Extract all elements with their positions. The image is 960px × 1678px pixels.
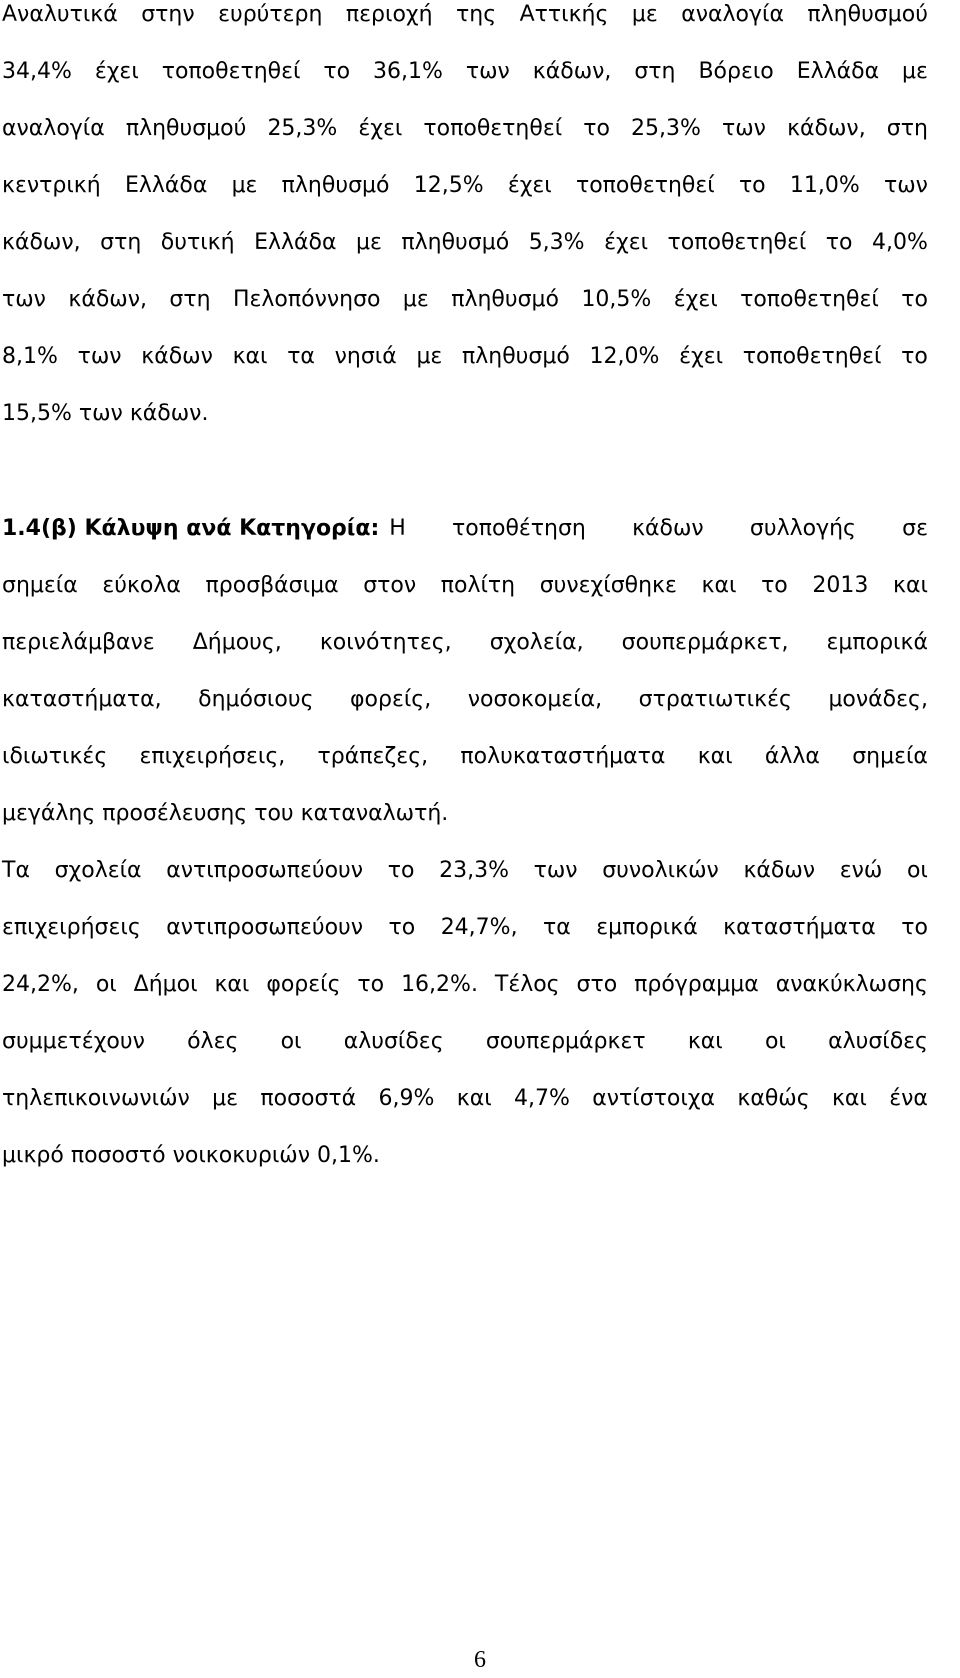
text-line [2,742,928,772]
section-heading: 1.4(β) Κάλυψη ανά Κατηγορία: [2,516,380,541]
word: κοινότητες, [319,630,452,655]
word: το [901,915,928,940]
word: καθώς [737,1086,810,1111]
word: μονάδες, [828,687,928,712]
word: επιχειρήσεις [2,915,141,940]
section-line-rest [389,514,928,544]
word: καταστήματα [723,915,876,940]
word: άλλα [764,744,820,769]
word: αναλογία [681,2,784,27]
text-line [389,514,928,544]
word: Τα [2,858,30,883]
word: Δήμοι [133,972,198,997]
word: έχει [358,116,403,141]
text-line [2,571,928,601]
word: έχει [507,173,552,198]
word: ευρύτερη [218,2,323,27]
word: με [212,1086,239,1111]
word: περιοχή [345,2,433,27]
word: 34,4% [2,59,72,84]
word: στο [576,972,618,997]
word: Η [389,516,406,541]
word: των [533,858,578,883]
word: ανακύκλωσης [775,972,928,997]
word: με [402,287,429,312]
word: Ελλάδα [796,59,880,84]
word: κάδων, [68,287,148,312]
word: κάδων [632,516,704,541]
word: 2013 [812,573,869,598]
word: στον [363,573,417,598]
word: αντίστοιχα [592,1086,716,1111]
word: 11,0% [789,173,860,198]
word: των [465,59,510,84]
word: εμπορικά [596,915,698,940]
word: πολυκαταστήματα [460,744,666,769]
word: το [388,915,416,940]
word: ποσοστά [260,1086,357,1111]
word: 23,3% [439,858,509,883]
text-line [2,1027,928,1057]
word: τα [543,915,571,940]
word: έχει [679,344,724,369]
word: 10,5% [581,287,652,312]
word: κάδων, [2,230,81,255]
word: δυτική [160,230,235,255]
word: και [232,344,268,369]
word: και [701,573,737,598]
word: οι [906,858,928,883]
word: και [831,1086,867,1111]
word: κάδων [141,344,213,369]
word: των [77,344,122,369]
word: κάδων [743,858,816,883]
word: πληθυσμό [451,287,560,312]
word: καταστήματα, [2,687,162,712]
word: και [697,744,733,769]
word: στη [886,116,928,141]
word: των [722,116,766,141]
word: εύκολα [102,573,181,598]
word: οι [280,1029,302,1054]
word: σουπερμάρκετ [485,1029,646,1054]
text-line [2,114,928,144]
word: στρατιωτικές [638,687,792,712]
word: Πελοπόννησο [232,287,381,312]
text-line [2,913,928,943]
word: σε [902,516,928,541]
word: 4,7% [514,1086,570,1111]
word: συμμετέχουν [2,1029,145,1054]
text-line [2,970,928,1000]
word: Δήμους, [192,630,282,655]
word: τοποθετηθεί [742,344,882,369]
section-first-line [2,514,928,544]
text-line [2,0,928,30]
word: και [214,972,250,997]
word: με [416,344,443,369]
word: έχει [94,59,139,84]
word: 24,2%, [2,972,79,997]
word: τοποθετηθεί [667,230,807,255]
word: στη [634,59,676,84]
word: των [883,173,928,198]
word: Ελλάδα [124,173,208,198]
word: τοποθετηθεί [575,173,715,198]
word: περιελάμβανε [2,630,155,655]
word: στη [100,230,142,255]
word: πολίτη [440,573,516,598]
word: φορείς [266,972,341,997]
word: τοποθετηθεί [423,116,563,141]
word: 12,5% [413,173,484,198]
word: επιχειρήσεις, [139,744,286,769]
word: πληθυσμού [807,2,928,27]
word: ένα [889,1086,928,1111]
text-line [2,171,928,201]
text-line [2,1084,928,1114]
word: νησιά [334,344,397,369]
text-line [2,628,928,658]
word: πρόγραμμα [634,972,759,997]
word: το [825,230,853,255]
word: το [901,287,928,312]
text-line: μεγάλης προσέλευσης του καταναλωτή. [2,801,449,826]
word: 24,7%, [440,915,518,940]
word: έχει [673,287,718,312]
word: τοποθέτηση [452,516,586,541]
word: σημεία [2,573,78,598]
word: της [456,2,497,27]
word: συλλογής [749,516,856,541]
page-number: 6 [474,1647,486,1673]
word: 6,9% [378,1086,435,1111]
word: εμπορικά [826,630,928,655]
word: 5,3% [528,230,585,255]
word: ενώ [839,858,883,883]
word: 25,3% [267,116,338,141]
word: συνολικών [602,858,719,883]
word: αναλογία [2,116,105,141]
word: προσβάσιμα [205,573,339,598]
word: με [355,230,382,255]
word: αντιπροσωπεύουν [166,858,364,883]
word: πληθυσμό [281,173,390,198]
word: κεντρική [2,173,101,198]
word: τοποθετηθεί [161,59,301,84]
text-line [2,57,928,87]
word: κάδων, [532,59,612,84]
word: πληθυσμό [462,344,570,369]
word: 4,0% [872,230,928,255]
word: οι [764,1029,786,1054]
word: το [323,59,351,84]
word: το [761,573,788,598]
word: Βόρειο [698,59,774,84]
text-line [2,285,928,315]
text-line: 15,5% των κάδων. [2,401,209,426]
word: το [901,344,928,369]
word: και [687,1029,723,1054]
text-line [2,342,928,372]
word: συνεχίσθηκε [539,573,677,598]
word: το [387,858,415,883]
word: σημεία [852,744,928,769]
word: 16,2%. [401,972,478,997]
word: Αναλυτικά [2,2,118,27]
word: 8,1% [2,344,58,369]
word: σχολεία, [489,630,584,655]
word: 12,0% [589,344,660,369]
word: τηλεπικοινωνιών [2,1086,190,1111]
word: το [738,173,766,198]
word: Ελλάδα [254,230,337,255]
text-line: μικρό ποσοστό νοικοκυριών 0,1%. [2,1143,380,1168]
word: με [631,2,658,27]
word: στην [141,2,195,27]
word: 36,1% [373,59,443,84]
word: Αττικής [519,2,609,27]
word: το [357,972,385,997]
word: έχει [604,230,649,255]
word: πληθυσμό [401,230,510,255]
word: φορείς, [350,687,432,712]
word: και [456,1086,492,1111]
word: τράπεζες, [317,744,429,769]
word: νοσοκομεία, [467,687,603,712]
word: με [902,59,928,84]
text-line [2,856,928,886]
word: αλυσίδες [343,1029,444,1054]
word: αντιπροσωπεύουν [166,915,364,940]
word: Τέλος [494,972,560,997]
word: και [893,573,928,598]
word: 25,3% [631,116,701,141]
word: των [2,287,46,312]
word: πληθυσμού [125,116,247,141]
word: τα [287,344,315,369]
word: σουπερμάρκετ, [621,630,789,655]
word: δημόσιους [198,687,314,712]
word: σχολεία [54,858,142,883]
word: ιδιωτικές [2,744,108,769]
word: στη [169,287,211,312]
word: με [231,173,258,198]
text-line [2,685,928,715]
word: αλυσίδες [828,1029,928,1054]
word: το [583,116,610,141]
word: κάδων, [787,116,866,141]
word: οι [95,972,117,997]
word: τοποθετηθεί [740,287,879,312]
text-line [2,228,928,258]
word: όλες [187,1029,239,1054]
